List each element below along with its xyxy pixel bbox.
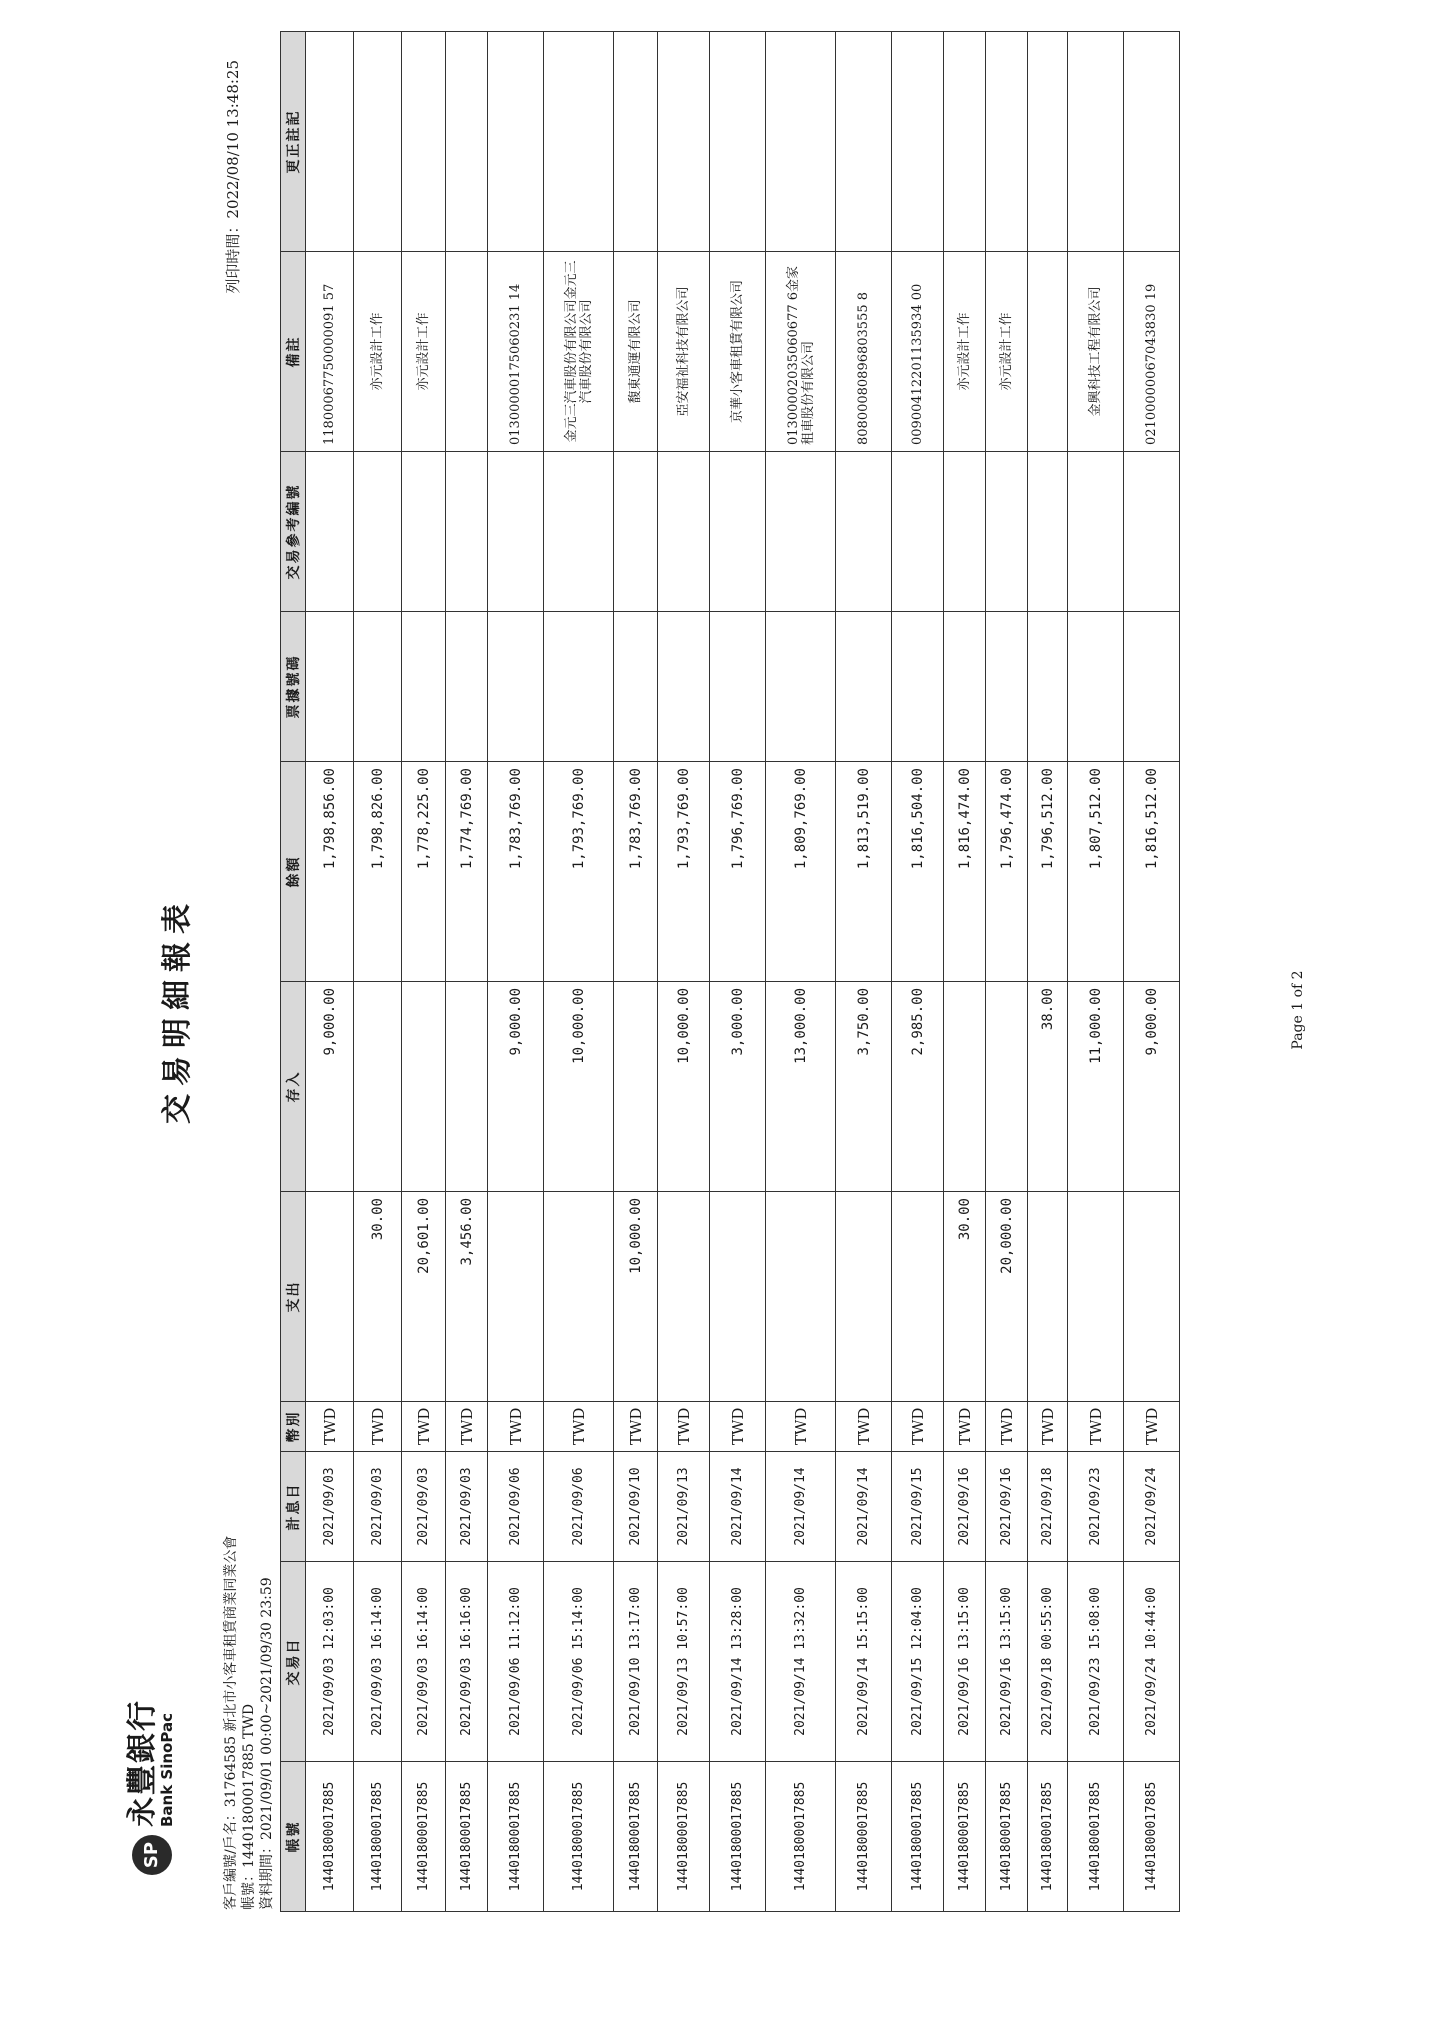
cell-currency: TWD [986, 1402, 1028, 1452]
cell-correction [544, 32, 614, 252]
cell-credit: 10,000.00 [658, 982, 710, 1192]
cell-currency: TWD [944, 1402, 986, 1452]
cell-account: 14401800017885 [710, 1762, 766, 1912]
col-memo: 備註 [281, 252, 306, 452]
cell-value-date: 2021/09/23 [1068, 1452, 1124, 1562]
cell-ref-no [836, 452, 892, 612]
cell-txn-date: 2021/09/03 16:16:00 [446, 1562, 488, 1762]
cell-account: 14401800017885 [354, 1762, 402, 1912]
cell-txn-date: 2021/09/24 10:44:00 [1124, 1562, 1180, 1762]
cell-correction [614, 32, 658, 252]
cell-txn-date: 2021/09/16 13:15:00 [986, 1562, 1028, 1762]
cell-credit [986, 982, 1028, 1192]
cell-memo: 馥東通運有限公司 [614, 252, 658, 452]
cell-debit [306, 1192, 354, 1402]
cell-ref-no [614, 452, 658, 612]
cell-balance: 1,793,769.00 [544, 762, 614, 982]
cell-memo: 02100000067043830 19 [1124, 252, 1180, 452]
cell-debit [488, 1192, 544, 1402]
cell-cheque-no [402, 612, 446, 762]
cell-currency: TWD [1124, 1402, 1180, 1452]
table-row [1068, 32, 1124, 1912]
cell-memo [1028, 252, 1068, 452]
cell-memo: 01300000175060231 14 [488, 252, 544, 452]
cell-cheque-no [488, 612, 544, 762]
cell-value-date: 2021/09/14 [766, 1452, 836, 1562]
cell-memo: 金興科技工程有限公司 [1068, 252, 1124, 452]
cell-txn-date: 2021/09/14 13:28:00 [710, 1562, 766, 1762]
cell-txn-date: 2021/09/10 13:17:00 [614, 1562, 658, 1762]
bank-name-cn: 永豐銀行 [125, 1699, 160, 1827]
cell-balance: 1,793,769.00 [658, 762, 710, 982]
cell-credit [402, 982, 446, 1192]
cell-balance: 1,796,512.00 [1028, 762, 1068, 982]
cell-account: 14401800017885 [614, 1762, 658, 1912]
cell-balance: 1,798,856.00 [306, 762, 354, 982]
cell-ref-no [354, 452, 402, 612]
table-row [836, 32, 892, 1912]
transaction-table [280, 31, 1180, 1912]
cell-correction [836, 32, 892, 252]
cell-currency: TWD [306, 1402, 354, 1452]
cell-memo: 00900412201135934 00 [892, 252, 944, 452]
statement-sheet [0, 30, 1420, 1990]
table-row [614, 32, 658, 1912]
cell-cheque-no [836, 612, 892, 762]
cell-correction [488, 32, 544, 252]
cell-currency: TWD [544, 1402, 614, 1452]
cell-memo: 80800080896803555 8 [836, 252, 892, 452]
bank-name-en: Bank SinoPac [158, 1713, 176, 1827]
cell-txn-date: 2021/09/14 13:32:00 [766, 1562, 836, 1762]
col-account: 帳號 [281, 1762, 306, 1912]
cell-debit: 30.00 [944, 1192, 986, 1402]
cell-balance: 1,809,769.00 [766, 762, 836, 982]
cell-correction [1068, 32, 1124, 252]
cell-ref-no [1068, 452, 1124, 612]
sinopac-logo-icon: SP [132, 1835, 172, 1875]
col-cheque-no: 票據號碼 [281, 612, 306, 762]
cell-txn-date: 2021/09/23 15:08:00 [1068, 1562, 1124, 1762]
cell-value-date: 2021/09/16 [944, 1452, 986, 1562]
cell-ref-no [446, 452, 488, 612]
cell-ref-no [710, 452, 766, 612]
cell-cheque-no [1068, 612, 1124, 762]
cell-txn-date: 2021/09/14 15:15:00 [836, 1562, 892, 1762]
col-txn-date: 交易日 [281, 1562, 306, 1762]
cell-value-date: 2021/09/10 [614, 1452, 658, 1562]
cell-correction [306, 32, 354, 252]
cell-value-date: 2021/09/06 [488, 1452, 544, 1562]
cell-correction [402, 32, 446, 252]
cell-value-date: 2021/09/03 [446, 1452, 488, 1562]
cell-balance: 1,816,474.00 [944, 762, 986, 982]
cell-currency: TWD [614, 1402, 658, 1452]
cell-txn-date: 2021/09/13 10:57:00 [658, 1562, 710, 1762]
table-row [766, 32, 836, 1912]
table-header-row [281, 32, 306, 1912]
cell-txn-date: 2021/09/03 12:03:00 [306, 1562, 354, 1762]
cell-currency: TWD [402, 1402, 446, 1452]
cell-ref-no [892, 452, 944, 612]
cell-account: 14401800017885 [306, 1762, 354, 1912]
cell-memo: 金元三汽車股份有限公司金元三汽車股份有限公司 [544, 252, 614, 452]
table-row [446, 32, 488, 1912]
cell-currency: TWD [658, 1402, 710, 1452]
cell-ref-no [306, 452, 354, 612]
cell-credit: 13,000.00 [766, 982, 836, 1192]
cell-account: 14401800017885 [836, 1762, 892, 1912]
cell-txn-date: 2021/09/03 16:14:00 [354, 1562, 402, 1762]
cell-account: 14401800017885 [1124, 1762, 1180, 1912]
cell-cheque-no [614, 612, 658, 762]
cell-balance: 1,774,769.00 [446, 762, 488, 982]
cell-balance: 1,807,512.00 [1068, 762, 1124, 982]
cell-value-date: 2021/09/24 [1124, 1452, 1180, 1562]
cell-ref-no [944, 452, 986, 612]
cell-account: 14401800017885 [1028, 1762, 1068, 1912]
cell-credit: 2,985.00 [892, 982, 944, 1192]
cell-account: 14401800017885 [986, 1762, 1028, 1912]
cell-currency: TWD [446, 1402, 488, 1452]
cell-debit [1028, 1192, 1068, 1402]
col-debit: 支出 [281, 1192, 306, 1402]
cell-value-date: 2021/09/03 [402, 1452, 446, 1562]
cell-debit: 20,000.00 [986, 1192, 1028, 1402]
cell-correction [892, 32, 944, 252]
cell-balance: 1,778,225.00 [402, 762, 446, 982]
cell-memo: 京華小客車租賃有限公司 [710, 252, 766, 452]
cell-account: 14401800017885 [544, 1762, 614, 1912]
cell-correction [986, 32, 1028, 252]
cell-cheque-no [1028, 612, 1068, 762]
cell-credit: 9,000.00 [488, 982, 544, 1192]
cell-credit: 9,000.00 [1124, 982, 1180, 1192]
cell-correction [658, 32, 710, 252]
cell-account: 14401800017885 [658, 1762, 710, 1912]
cell-balance: 1,816,512.00 [1124, 762, 1180, 982]
cell-correction [354, 32, 402, 252]
cell-txn-date: 2021/09/06 11:12:00 [488, 1562, 544, 1762]
cell-credit [446, 982, 488, 1192]
col-credit: 存入 [281, 982, 306, 1192]
cell-memo [446, 252, 488, 452]
table-row [1124, 32, 1180, 1912]
col-balance: 餘額 [281, 762, 306, 982]
table-row [944, 32, 986, 1912]
cell-debit: 10,000.00 [614, 1192, 658, 1402]
cell-txn-date: 2021/09/03 16:14:00 [402, 1562, 446, 1762]
table-row [986, 32, 1028, 1912]
cell-cheque-no [446, 612, 488, 762]
cell-balance: 1,796,769.00 [710, 762, 766, 982]
cell-credit: 11,000.00 [1068, 982, 1124, 1192]
cell-cheque-no [766, 612, 836, 762]
cell-correction [944, 32, 986, 252]
cell-currency: TWD [836, 1402, 892, 1452]
cell-debit: 20,601.00 [402, 1192, 446, 1402]
cell-cheque-no [544, 612, 614, 762]
cell-cheque-no [354, 612, 402, 762]
cell-ref-no [402, 452, 446, 612]
cell-correction [446, 32, 488, 252]
cell-txn-date: 2021/09/18 00:55:00 [1028, 1562, 1068, 1762]
cell-ref-no [488, 452, 544, 612]
table-row [544, 32, 614, 1912]
cell-memo: 亦元設計工作 [986, 252, 1028, 452]
cell-memo: 亦元設計工作 [402, 252, 446, 452]
cell-debit [1124, 1192, 1180, 1402]
cell-memo: 亦元設計工作 [944, 252, 986, 452]
col-correction: 更正註記 [281, 32, 306, 252]
cell-credit: 3,750.00 [836, 982, 892, 1192]
cell-cheque-no [658, 612, 710, 762]
table-row [354, 32, 402, 1912]
cell-account: 14401800017885 [944, 1762, 986, 1912]
cell-debit [836, 1192, 892, 1402]
page-number: Page 1 of 2 [1290, 970, 1306, 1050]
cell-value-date: 2021/09/06 [544, 1452, 614, 1562]
cell-currency: TWD [354, 1402, 402, 1452]
table-row [892, 32, 944, 1912]
table-row [658, 32, 710, 1912]
cell-value-date: 2021/09/03 [306, 1452, 354, 1562]
cell-ref-no [986, 452, 1028, 612]
cell-cheque-no [944, 612, 986, 762]
cell-debit: 30.00 [354, 1192, 402, 1402]
table-row [306, 32, 354, 1912]
cell-correction [1124, 32, 1180, 252]
cell-correction [766, 32, 836, 252]
cell-debit [892, 1192, 944, 1402]
cell-account: 14401800017885 [488, 1762, 544, 1912]
table-row [402, 32, 446, 1912]
period-info: 資料期間：2021/09/01 00:00~2021/09/30 23:59 [259, 1577, 275, 1910]
cell-account: 14401800017885 [446, 1762, 488, 1912]
cell-balance: 1,798,826.00 [354, 762, 402, 982]
cell-ref-no [1028, 452, 1068, 612]
cell-currency: TWD [1028, 1402, 1068, 1452]
cell-debit [766, 1192, 836, 1402]
cell-cheque-no [710, 612, 766, 762]
cell-debit [710, 1192, 766, 1402]
cell-credit [944, 982, 986, 1192]
cell-currency: TWD [710, 1402, 766, 1452]
cell-cheque-no [306, 612, 354, 762]
cell-memo: 亞安福祉科技有限公司 [658, 252, 710, 452]
cell-credit [354, 982, 402, 1192]
cell-txn-date: 2021/09/16 13:15:00 [944, 1562, 986, 1762]
cell-account: 14401800017885 [766, 1762, 836, 1912]
cell-memo: 11800067750000091 57 [306, 252, 354, 452]
cell-currency: TWD [892, 1402, 944, 1452]
table-row [488, 32, 544, 1912]
print-time: 列印時間：2022/08/10 13:48:25 [224, 60, 242, 294]
cell-debit [658, 1192, 710, 1402]
cell-memo: 01300002035060677 6金家租車股份有限公司 [766, 252, 836, 452]
cell-memo: 亦元設計工作 [354, 252, 402, 452]
cell-balance: 1,796,474.00 [986, 762, 1028, 982]
cell-currency: TWD [766, 1402, 836, 1452]
cell-cheque-no [1124, 612, 1180, 762]
col-currency: 幣別 [281, 1402, 306, 1452]
report-title: 交易明細報表 [160, 896, 195, 1124]
cell-account: 14401800017885 [892, 1762, 944, 1912]
col-value-date: 計息日 [281, 1452, 306, 1562]
cell-currency: TWD [488, 1402, 544, 1452]
col-ref-no: 交易參考編號 [281, 452, 306, 612]
table-row [710, 32, 766, 1912]
cell-account: 14401800017885 [402, 1762, 446, 1912]
cell-balance: 1,813,519.00 [836, 762, 892, 982]
cell-credit: 38.00 [1028, 982, 1068, 1192]
cell-txn-date: 2021/09/06 15:14:00 [544, 1562, 614, 1762]
cell-debit: 3,456.00 [446, 1192, 488, 1402]
cell-ref-no [1124, 452, 1180, 612]
cell-cheque-no [986, 612, 1028, 762]
cell-value-date: 2021/09/16 [986, 1452, 1028, 1562]
cell-credit [614, 982, 658, 1192]
cell-value-date: 2021/09/03 [354, 1452, 402, 1562]
cell-correction [1028, 32, 1068, 252]
cell-correction [710, 32, 766, 252]
cell-credit: 3,000.00 [710, 982, 766, 1192]
cell-credit: 10,000.00 [544, 982, 614, 1192]
cell-value-date: 2021/09/14 [710, 1452, 766, 1562]
cell-balance: 1,783,769.00 [614, 762, 658, 982]
cell-debit [544, 1192, 614, 1402]
cell-cheque-no [892, 612, 944, 762]
customer-info: 客戶編號/戶名：31764585 新北市小客車租賃商業同業公會 [223, 1535, 239, 1910]
cell-ref-no [766, 452, 836, 612]
cell-account: 14401800017885 [1068, 1762, 1124, 1912]
cell-ref-no [658, 452, 710, 612]
cell-currency: TWD [1068, 1402, 1124, 1452]
account-info: 帳號：14401800017885 TWD [241, 1703, 257, 1910]
cell-value-date: 2021/09/14 [836, 1452, 892, 1562]
cell-debit [1068, 1192, 1124, 1402]
cell-balance: 1,816,504.00 [892, 762, 944, 982]
cell-value-date: 2021/09/13 [658, 1452, 710, 1562]
cell-ref-no [544, 452, 614, 612]
cell-credit: 9,000.00 [306, 982, 354, 1192]
cell-value-date: 2021/09/15 [892, 1452, 944, 1562]
cell-balance: 1,783,769.00 [488, 762, 544, 982]
cell-txn-date: 2021/09/15 12:04:00 [892, 1562, 944, 1762]
table-row [1028, 32, 1068, 1912]
cell-value-date: 2021/09/18 [1028, 1452, 1068, 1562]
